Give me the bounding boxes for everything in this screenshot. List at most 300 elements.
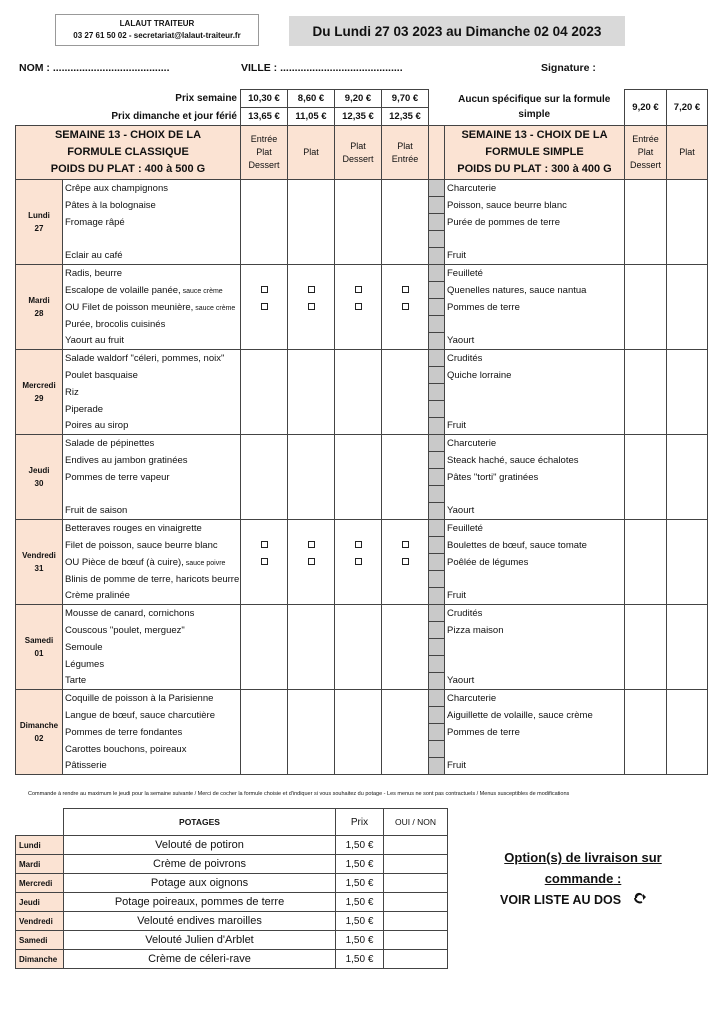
formula-checkbox-cell[interactable] xyxy=(241,299,288,316)
formula-checkbox-cell xyxy=(288,639,335,656)
classique-dish: Endives au jambon gratinées xyxy=(63,452,241,469)
separator xyxy=(429,265,445,282)
simple-choice-cell[interactable] xyxy=(625,673,667,690)
simple-choice-cell[interactable] xyxy=(667,741,708,758)
simple-dish: Quiche lorraine xyxy=(445,367,625,384)
formula-checkbox-cell xyxy=(382,197,429,214)
simple-choice-cell[interactable] xyxy=(625,758,667,775)
menu-row xyxy=(16,605,708,622)
simple-choice-cell[interactable] xyxy=(667,724,708,741)
simple-dish: Poisson, sauce beurre blanc xyxy=(445,197,625,214)
voir-liste xyxy=(500,892,647,907)
simple-dish xyxy=(445,571,625,588)
formula-checkbox-cell xyxy=(241,231,288,248)
simple-choice-cell[interactable] xyxy=(625,401,667,418)
formula-checkbox-cell[interactable] xyxy=(288,282,335,299)
potage-row xyxy=(16,893,448,912)
simple-choice-cell[interactable] xyxy=(625,316,667,333)
formula-checkbox-cell xyxy=(382,214,429,231)
formula-checkbox-cell xyxy=(288,469,335,486)
simple-choice-cell[interactable] xyxy=(667,707,708,724)
simple-choice-cell[interactable] xyxy=(667,401,708,418)
simple-choice-cell[interactable] xyxy=(667,384,708,401)
separator xyxy=(429,690,445,707)
classique-dish: Pâtisserie xyxy=(63,758,241,775)
menu-row xyxy=(16,418,708,435)
potage-oui-non-cell[interactable] xyxy=(384,950,448,969)
price-simple: 9,20 € xyxy=(625,90,667,126)
potage-name: Potage aux oignons xyxy=(64,874,336,893)
separator xyxy=(429,673,445,690)
formula-checkbox-cell xyxy=(335,639,382,656)
simple-choice-cell[interactable] xyxy=(667,486,708,503)
simple-choice-cell[interactable] xyxy=(667,180,708,197)
checkbox[interactable] xyxy=(355,303,362,310)
formula-checkbox-cell xyxy=(241,452,288,469)
simple-dish: Pommes de terre xyxy=(445,724,625,741)
formula-checkbox-cell[interactable] xyxy=(288,299,335,316)
simple-choice-cell[interactable] xyxy=(667,571,708,588)
formula-checkbox-cell xyxy=(288,401,335,418)
checkbox[interactable] xyxy=(308,303,315,310)
checkbox[interactable] xyxy=(308,541,315,548)
price-semaine: 9,70 € xyxy=(382,90,429,108)
simple-choice-cell[interactable] xyxy=(625,554,667,571)
day-label: Jeudi 30 xyxy=(16,435,63,520)
simple-choice-cell[interactable] xyxy=(625,282,667,299)
simple-choice-cell[interactable] xyxy=(667,639,708,656)
simple-choice-cell[interactable] xyxy=(667,265,708,282)
simple-dish: Yaourt xyxy=(445,673,625,690)
formula-checkbox-cell xyxy=(382,741,429,758)
formula-checkbox-cell xyxy=(335,350,382,367)
potage-row xyxy=(16,931,448,950)
livraison-line: commande xyxy=(544,871,614,886)
arrow-return-icon xyxy=(633,892,647,907)
classique-dish: Semoule xyxy=(63,639,241,656)
menu-row xyxy=(16,639,708,656)
classique-dish: Carottes bouchons, poireaux xyxy=(63,741,241,758)
classique-dish: Couscous "poulet, merguez" xyxy=(63,622,241,639)
separator xyxy=(429,520,445,537)
simple-choice-cell[interactable] xyxy=(667,554,708,571)
simple-dish: Charcuterie xyxy=(445,690,625,707)
formula-checkbox-cell xyxy=(241,384,288,401)
separator xyxy=(429,537,445,554)
simple-choice-cell[interactable] xyxy=(625,605,667,622)
checkbox[interactable] xyxy=(261,286,268,293)
menu-row xyxy=(16,231,708,248)
simple-choice-cell[interactable] xyxy=(667,605,708,622)
livraison-line: Option(s) de livraison sur xyxy=(504,850,662,865)
simple-choice-cell[interactable] xyxy=(625,299,667,316)
potage-day: Jeudi xyxy=(16,893,64,912)
classique-dish: Betteraves rouges en vinaigrette xyxy=(63,520,241,537)
potage-row xyxy=(16,836,448,855)
potage-price: 1,50 € xyxy=(336,874,384,893)
potage-oui-non-cell[interactable] xyxy=(384,912,448,931)
checkbox[interactable] xyxy=(261,558,268,565)
checkbox[interactable] xyxy=(261,303,268,310)
formula-checkbox-cell xyxy=(288,350,335,367)
formula-checkbox-cell xyxy=(335,588,382,605)
formula-checkbox-cell xyxy=(382,486,429,503)
simple-choice-cell[interactable] xyxy=(625,622,667,639)
separator xyxy=(429,486,445,503)
formula-checkbox-cell xyxy=(241,401,288,418)
day-label: Mercredi 29 xyxy=(16,350,63,435)
separator xyxy=(429,554,445,571)
simple-choice-cell[interactable] xyxy=(625,486,667,503)
menu-row xyxy=(16,180,708,197)
simple-dish: Aiguillette de volaille, sauce crème xyxy=(445,707,625,724)
nom-field[interactable]: NOM : ........................................ xyxy=(19,62,170,74)
simple-choice-cell[interactable] xyxy=(625,265,667,282)
simple-choice-cell[interactable] xyxy=(667,588,708,605)
formula-checkbox-cell xyxy=(382,384,429,401)
classique-dish: Crêpe aux champignons xyxy=(63,180,241,197)
potage-oui-non-cell[interactable] xyxy=(384,874,448,893)
potage-day: Mardi xyxy=(16,855,64,874)
simple-dish: Steack haché, sauce échalotes xyxy=(445,452,625,469)
livraison-option xyxy=(492,847,674,889)
potage-oui-non-cell[interactable] xyxy=(384,855,448,874)
simple-dish: Yaourt xyxy=(445,333,625,350)
simple-choice-cell[interactable] xyxy=(625,452,667,469)
formula-checkbox-cell xyxy=(288,231,335,248)
simple-choice-cell[interactable] xyxy=(667,197,708,214)
simple-choice-cell[interactable] xyxy=(625,724,667,741)
menu-row xyxy=(16,486,708,503)
menu-row xyxy=(16,384,708,401)
simple-choice-cell[interactable] xyxy=(667,350,708,367)
simple-choice-cell[interactable] xyxy=(625,384,667,401)
simple-dish xyxy=(445,384,625,401)
simple-dish: Pâtes "torti" gratinées xyxy=(445,469,625,486)
simple-choice-cell[interactable] xyxy=(625,707,667,724)
simple-choice-cell[interactable] xyxy=(625,333,667,350)
classique-dish: OU Filet de poisson meunière, sauce crème xyxy=(63,299,241,316)
formula-checkbox-cell[interactable] xyxy=(241,554,288,571)
formula-checkbox-cell xyxy=(241,180,288,197)
menu-row xyxy=(16,741,708,758)
menu-table xyxy=(15,89,708,775)
formula-checkbox-cell xyxy=(288,690,335,707)
simple-choice-cell[interactable] xyxy=(625,520,667,537)
formula-checkbox-cell xyxy=(288,503,335,520)
simple-col-entree-plat-dessert: Entrée Plat Dessert xyxy=(625,126,667,180)
formula-checkbox-cell xyxy=(288,741,335,758)
formula-checkbox-cell xyxy=(288,214,335,231)
simple-choice-cell[interactable] xyxy=(625,639,667,656)
formula-checkbox-cell xyxy=(335,316,382,333)
day-label: Dimanche 02 xyxy=(16,690,63,775)
formula-checkbox-cell xyxy=(241,214,288,231)
formula-checkbox-cell[interactable] xyxy=(382,537,429,554)
formula-checkbox-cell xyxy=(288,656,335,673)
simple-choice-cell[interactable] xyxy=(667,367,708,384)
order-note: Commande à rendre au maximum le jeudi pour la semaine suivante / Merci de cocher la formule choisie et d'indiquer si vous souhaitez du potage - Les menus ne sont pas contractuels / Menus susceptibles de modifications xyxy=(28,791,570,797)
day-label: Vendredi 31 xyxy=(16,520,63,605)
formula-checkbox-cell[interactable] xyxy=(382,282,429,299)
simple-choice-cell[interactable] xyxy=(667,452,708,469)
classique-dish: Pommes de terre fondantes xyxy=(63,724,241,741)
simple-choice-cell[interactable] xyxy=(667,673,708,690)
simple-dish: Fruit xyxy=(445,248,625,265)
potage-oui-non-cell[interactable] xyxy=(384,836,448,855)
menu-row xyxy=(16,265,708,282)
simple-choice-cell[interactable] xyxy=(667,282,708,299)
separator xyxy=(429,469,445,486)
simple-choice-cell[interactable] xyxy=(625,231,667,248)
potage-price: 1,50 € xyxy=(336,855,384,874)
simple-choice-cell[interactable] xyxy=(667,520,708,537)
price-semaine: 10,30 € xyxy=(241,90,288,108)
simple-choice-cell[interactable] xyxy=(625,503,667,520)
simple-choice-cell[interactable] xyxy=(625,214,667,231)
formula-checkbox-cell xyxy=(335,605,382,622)
col-plat: Plat xyxy=(288,126,335,180)
col-plat-entree: Plat Entrée xyxy=(382,126,429,180)
formula-checkbox-cell xyxy=(241,469,288,486)
simple-choice-cell[interactable] xyxy=(667,231,708,248)
formula-checkbox-cell xyxy=(382,316,429,333)
formula-checkbox-cell xyxy=(288,316,335,333)
menu-row xyxy=(16,571,708,588)
simple-choice-cell[interactable] xyxy=(667,299,708,316)
separator xyxy=(429,656,445,673)
header-row xyxy=(16,126,708,180)
formula-checkbox-cell xyxy=(288,333,335,350)
price-row-semaine xyxy=(16,90,708,108)
formula-checkbox-cell xyxy=(288,707,335,724)
checkbox[interactable] xyxy=(355,541,362,548)
simple-dish: Charcuterie xyxy=(445,435,625,452)
checkbox[interactable] xyxy=(355,558,362,565)
formula-checkbox-cell xyxy=(335,707,382,724)
menu-row xyxy=(16,333,708,350)
formula-checkbox-cell xyxy=(241,707,288,724)
formula-checkbox-cell xyxy=(288,418,335,435)
classique-dish: Légumes xyxy=(63,656,241,673)
simple-choice-cell[interactable] xyxy=(625,435,667,452)
formula-checkbox-cell xyxy=(335,384,382,401)
simple-choice-cell[interactable] xyxy=(625,469,667,486)
simple-choice-cell[interactable] xyxy=(667,316,708,333)
potage-day: Vendredi xyxy=(16,912,64,931)
simple-choice-cell[interactable] xyxy=(667,214,708,231)
formula-checkbox-cell[interactable] xyxy=(335,537,382,554)
formula-checkbox-cell xyxy=(382,333,429,350)
potage-oui-non-cell[interactable] xyxy=(384,893,448,912)
simple-dish: Boulettes de bœuf, sauce tomate xyxy=(445,537,625,554)
simple-choice-cell[interactable] xyxy=(667,690,708,707)
simple-dish xyxy=(445,639,625,656)
formula-checkbox-cell xyxy=(241,418,288,435)
simple-choice-cell[interactable] xyxy=(625,690,667,707)
simple-dish xyxy=(445,656,625,673)
simple-choice-cell[interactable] xyxy=(625,418,667,435)
potage-day: Mercredi xyxy=(16,874,64,893)
simple-choice-cell[interactable] xyxy=(625,350,667,367)
classique-dish: Blinis de pomme de terre, haricots beurre xyxy=(63,571,241,588)
formula-checkbox-cell xyxy=(335,690,382,707)
ville-field[interactable]: VILLE : .......................................... xyxy=(241,62,403,74)
checkbox[interactable] xyxy=(402,541,409,548)
simple-choice-cell[interactable] xyxy=(625,656,667,673)
simple-choice-cell[interactable] xyxy=(667,333,708,350)
formula-checkbox-cell xyxy=(335,656,382,673)
checkbox[interactable] xyxy=(402,286,409,293)
potages-table xyxy=(15,808,448,969)
prix-header: Prix xyxy=(336,809,384,836)
formula-checkbox-cell[interactable] xyxy=(335,299,382,316)
menu-row xyxy=(16,554,708,571)
formula-checkbox-cell xyxy=(288,605,335,622)
company-box xyxy=(55,14,259,46)
classique-dish: Pâtes à la bolognaise xyxy=(63,197,241,214)
potages-header: POTAGES xyxy=(64,809,336,836)
simple-dish xyxy=(445,486,625,503)
classique-dish: Poulet basquaise xyxy=(63,367,241,384)
formula-checkbox-cell[interactable] xyxy=(241,282,288,299)
simple-choice-cell[interactable] xyxy=(667,537,708,554)
menu-row xyxy=(16,197,708,214)
separator xyxy=(429,316,445,333)
formula-checkbox-cell xyxy=(382,605,429,622)
menu-row xyxy=(16,299,708,316)
simple-choice-cell[interactable] xyxy=(667,503,708,520)
simple-dish xyxy=(445,316,625,333)
formula-checkbox-cell[interactable] xyxy=(335,554,382,571)
separator xyxy=(429,299,445,316)
simple-title-line: FORMULE SIMPLE xyxy=(485,146,584,158)
simple-choice-cell[interactable] xyxy=(625,367,667,384)
menu-row xyxy=(16,452,708,469)
formula-checkbox-cell xyxy=(241,656,288,673)
signature-field[interactable]: Signature : xyxy=(541,62,596,74)
formula-checkbox-cell xyxy=(382,265,429,282)
formula-checkbox-cell xyxy=(241,350,288,367)
simple-choice-cell[interactable] xyxy=(667,622,708,639)
prix-semaine-label: Prix semaine xyxy=(175,93,237,104)
classique-dish: Pommes de terre vapeur xyxy=(63,469,241,486)
formula-checkbox-cell xyxy=(288,248,335,265)
checkbox[interactable] xyxy=(402,303,409,310)
simple-choice-cell[interactable] xyxy=(625,180,667,197)
formula-checkbox-cell[interactable] xyxy=(382,554,429,571)
formula-checkbox-cell[interactable] xyxy=(288,554,335,571)
separator xyxy=(429,707,445,724)
potage-oui-non-cell[interactable] xyxy=(384,931,448,950)
simple-choice-cell[interactable] xyxy=(667,418,708,435)
formula-checkbox-cell xyxy=(382,231,429,248)
simple-choice-cell[interactable] xyxy=(667,656,708,673)
classique-dish: Escalope de volaille panée, sauce crème xyxy=(63,282,241,299)
formula-checkbox-cell xyxy=(335,367,382,384)
simple-choice-cell[interactable] xyxy=(625,741,667,758)
separator xyxy=(429,282,445,299)
formula-checkbox-cell xyxy=(288,367,335,384)
company-contact: 03 27 61 50 02 - secretariat@lalaut-traiteur.fr xyxy=(73,31,241,40)
formula-checkbox-cell xyxy=(288,452,335,469)
simple-dish: Fruit xyxy=(445,418,625,435)
simple-choice-cell[interactable] xyxy=(625,588,667,605)
price-dimanche: 11,05 € xyxy=(288,108,335,126)
formula-checkbox-cell xyxy=(382,656,429,673)
potage-name: Velouté endives maroilles xyxy=(64,912,336,931)
formula-checkbox-cell xyxy=(335,758,382,775)
formula-checkbox-cell xyxy=(288,180,335,197)
checkbox[interactable] xyxy=(355,286,362,293)
simple-col-plat: Plat xyxy=(667,126,708,180)
menu-row xyxy=(16,588,708,605)
simple-choice-cell[interactable] xyxy=(667,248,708,265)
simple-choice-cell[interactable] xyxy=(625,571,667,588)
formula-checkbox-cell xyxy=(241,690,288,707)
checkbox[interactable] xyxy=(308,286,315,293)
formula-checkbox-cell[interactable] xyxy=(335,282,382,299)
potage-name: Velouté de potiron xyxy=(64,836,336,855)
classique-dish: Poires au sirop xyxy=(63,418,241,435)
price-semaine: 9,20 € xyxy=(335,90,382,108)
formula-checkbox-cell xyxy=(288,758,335,775)
price-dimanche: 12,35 € xyxy=(335,108,382,126)
formula-checkbox-cell xyxy=(288,265,335,282)
separator xyxy=(429,248,445,265)
simple-dish: Yaourt xyxy=(445,503,625,520)
checkbox[interactable] xyxy=(261,541,268,548)
menu-row xyxy=(16,401,708,418)
formula-checkbox-cell[interactable] xyxy=(382,299,429,316)
separator xyxy=(429,384,445,401)
separator xyxy=(429,180,445,197)
simple-choice-cell[interactable] xyxy=(667,435,708,452)
formula-checkbox-cell xyxy=(335,435,382,452)
simple-choice-cell[interactable] xyxy=(625,537,667,554)
separator xyxy=(429,605,445,622)
simple-choice-cell[interactable] xyxy=(667,469,708,486)
separator xyxy=(429,418,445,435)
classique-dish: Eclair au café xyxy=(63,248,241,265)
classique-dish: Tarte xyxy=(63,673,241,690)
classique-dish xyxy=(63,231,241,248)
company-name: LALAUT TRAITEUR xyxy=(119,19,195,28)
classique-dish: OU Pièce de bœuf (à cuire), sauce poivre xyxy=(63,554,241,571)
menu-row xyxy=(16,758,708,775)
separator xyxy=(429,126,445,180)
formula-checkbox-cell xyxy=(335,486,382,503)
menu-row xyxy=(16,537,708,554)
menu-row xyxy=(16,707,708,724)
classique-title-line: FORMULE CLASSIQUE xyxy=(67,146,189,158)
simple-choice-cell[interactable] xyxy=(625,248,667,265)
formula-checkbox-cell[interactable] xyxy=(241,537,288,554)
formula-checkbox-cell xyxy=(288,197,335,214)
simple-choice-cell[interactable] xyxy=(667,758,708,775)
separator xyxy=(429,758,445,775)
checkbox[interactable] xyxy=(308,558,315,565)
formula-checkbox-cell xyxy=(382,180,429,197)
formula-checkbox-cell[interactable] xyxy=(288,537,335,554)
day-label: Samedi 01 xyxy=(16,605,63,690)
formula-checkbox-cell xyxy=(241,588,288,605)
formula-checkbox-cell xyxy=(335,571,382,588)
checkbox[interactable] xyxy=(402,558,409,565)
simple-choice-cell[interactable] xyxy=(625,197,667,214)
formula-checkbox-cell xyxy=(335,724,382,741)
formula-checkbox-cell xyxy=(335,452,382,469)
